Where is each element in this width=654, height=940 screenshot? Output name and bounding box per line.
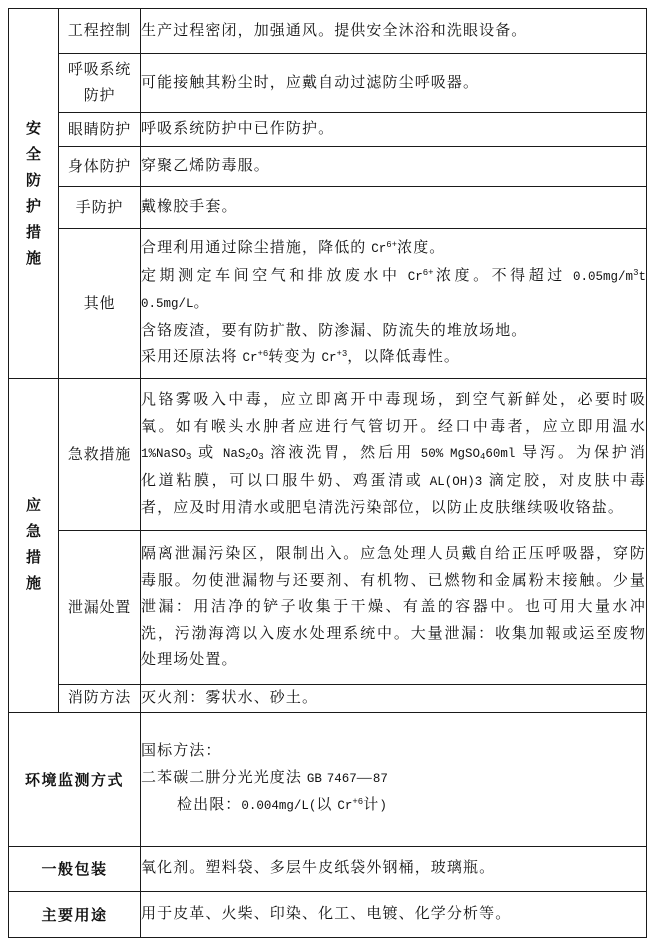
text-segment: 采用还原法将 Cr <box>141 349 258 366</box>
text-segment: 生产过程密闭，加强通风。提供安全沐浴和洗眼设备。 <box>141 22 528 39</box>
superscript: 6+ <box>386 240 398 251</box>
safety-data-sheet-table <box>8 8 647 938</box>
text-segment: 者，应及时用清水或肥皂清洗污染部位，以防止皮肤继续吸收铬盐。 <box>141 500 625 517</box>
label-body-protection: 身体防护 <box>59 147 141 187</box>
row-hand-protection <box>9 187 647 229</box>
text-segment: 检出限：0.004mg/L(以 Cr <box>177 797 353 814</box>
row-leak-disposal <box>9 531 647 685</box>
text-segment: 计) <box>363 797 387 814</box>
content-first-aid <box>141 379 647 531</box>
text-segment: 氧化剂。塑料袋、多层牛皮纸袋外钢桶，玻璃瓶。 <box>141 860 496 877</box>
row-first-aid <box>9 379 647 531</box>
row-environmental-monitoring <box>9 712 647 846</box>
text-segment: 合理利用通过除尘措施，降低的 Cr <box>141 240 387 257</box>
label-main-uses: 主要用途 <box>9 891 141 937</box>
text-line <box>141 235 646 263</box>
text-line <box>141 568 646 595</box>
text-segment: 0.5mg/L。 <box>141 295 210 312</box>
text-segment: 60ml 导泻。为保护消 <box>485 445 646 462</box>
label-respiratory-protection <box>59 54 141 113</box>
row-body-protection <box>9 147 647 187</box>
latin-run: ) <box>379 799 387 814</box>
label-hand-protection: 手防护 <box>59 187 141 229</box>
text-segment: 毒服。勿使泄漏物与还要剂、有机物、已燃物和金属粉末接触。少量 <box>141 572 646 589</box>
text-segment: 泄漏：用洁净的铲子收集于干燥、有盖的容器中。也可用大量水冲 <box>141 599 646 616</box>
section-title: 安全防护措施 <box>25 119 41 267</box>
content-general-packaging <box>141 846 647 891</box>
text-segment: 国标方法： <box>141 743 222 760</box>
label-general-packaging: 一般包装 <box>9 846 141 891</box>
latin-run: Cr <box>321 351 337 366</box>
text-segment: 穿聚乙烯防毒服。 <box>141 158 270 175</box>
text-segment: 隔离泄漏污染区，限制出入。应急处理人员戴自给正压呼吸器，穿防 <box>141 546 646 563</box>
label-engineering-control: 工程控制 <box>59 9 141 54</box>
text-line <box>141 901 646 928</box>
row-fire-fighting <box>9 685 647 713</box>
label-first-aid: 急救措施 <box>59 379 141 531</box>
text-line <box>141 440 646 468</box>
text-segment: 转变为 Cr <box>268 349 337 366</box>
text-line <box>141 541 646 568</box>
superscript: +6 <box>352 797 364 808</box>
text-line <box>141 792 646 820</box>
section-emergency-measures <box>9 379 59 713</box>
superscript: 3 <box>633 267 639 278</box>
latin-run: O <box>250 447 259 462</box>
text-segment: 戴橡胶手套。 <box>141 199 238 216</box>
text-segment: 或 NaS <box>191 445 246 462</box>
latin-run: t <box>638 269 646 284</box>
content-body-protection <box>141 147 647 187</box>
text-line <box>141 594 646 621</box>
text-segment: ，以降低毒性。 <box>347 349 460 366</box>
text-segment: 浓度。不得超过 0.05mg/m <box>433 267 634 284</box>
text-segment: 可能接触其粉尘时，应戴自动过滤防尘呼吸器。 <box>141 74 480 91</box>
content-main-uses <box>141 891 647 937</box>
text-segment: 呼吸系统防护中已作防护。 <box>141 121 335 138</box>
text-line <box>141 765 646 793</box>
superscript: 6+ <box>422 267 434 278</box>
text-line <box>141 290 646 318</box>
text-line <box>141 855 646 882</box>
latin-run: Cr <box>242 351 258 366</box>
text-line <box>141 621 646 648</box>
content-engineering-control <box>141 9 647 54</box>
text-line <box>141 387 646 414</box>
latin-run: AL(OH)3 <box>429 474 483 489</box>
text-line <box>141 685 646 712</box>
row-main-uses <box>9 891 647 937</box>
text-segment: 化道粘膜，可以口服牛奶、鸡蛋清或 AL(OH)3 滴定胶，对皮肤中毒 <box>141 472 646 489</box>
text-segment: 二苯碳二肼分光光度法 GB 7467—87 <box>141 769 388 786</box>
text-segment: 含铬废渣，要有防扩散、防渗漏、防流失的堆放场地。 <box>141 322 528 339</box>
text-line <box>141 153 646 180</box>
label-other-measures: 其他 <box>59 229 141 379</box>
label-line: 呼吸系统 <box>67 62 132 78</box>
text-segment: 洗，污渤海湾以入废水处理系统中。大量泄漏：收集加報或运至废物 <box>141 625 646 642</box>
text-line <box>141 116 646 143</box>
label-leak-disposal: 泄漏处置 <box>59 531 141 685</box>
row-engineering-control <box>9 9 647 54</box>
text-segment: 灭火剂：雾状水、砂土。 <box>141 690 319 706</box>
text-segment: 溶液洗胃，然后用 50% MgSO <box>263 445 480 462</box>
row-respiratory-protection <box>9 54 647 113</box>
text-line <box>141 318 646 345</box>
text-line <box>141 70 646 97</box>
label-environmental-monitoring: 环境监测方式 <box>9 712 141 846</box>
text-line <box>141 263 646 291</box>
subscript: 4 <box>480 452 486 463</box>
text-line <box>141 738 646 765</box>
subscript: 2 <box>245 452 251 463</box>
content-other-measures <box>141 229 647 379</box>
text-segment <box>141 445 186 461</box>
latin-run: GB <box>306 771 322 786</box>
row-other-measures <box>9 229 647 379</box>
text-segment: 浓度。 <box>397 240 446 257</box>
text-segment: 用于皮革、火柴、印染、化工、电镀、化学分析等。 <box>141 905 512 922</box>
latin-run: 1%NaSO <box>141 447 187 462</box>
subscript: 3 <box>258 452 264 463</box>
latin-run: 7467 <box>326 771 357 786</box>
label-eye-protection: 眼睛防护 <box>59 113 141 147</box>
latin-run: 0.004mg/L( <box>241 799 317 814</box>
text-line <box>141 18 646 45</box>
section-protection-measures <box>9 9 59 379</box>
row-eye-protection <box>9 113 647 147</box>
content-fire-fighting <box>141 685 647 713</box>
superscript: +6 <box>257 349 269 360</box>
text-line <box>141 647 646 674</box>
text-line <box>141 344 646 372</box>
latin-run: 0.05mg/m <box>573 269 634 284</box>
content-environmental-monitoring <box>141 712 647 846</box>
label-line: 防护 <box>83 88 116 104</box>
text-line <box>141 194 646 221</box>
text-segment: 氧。如有喉头水肿者应进行气管切开。经口中毒者，应立即用温水 <box>141 418 646 435</box>
content-eye-protection <box>141 113 647 147</box>
latin-run: Cr <box>371 242 387 257</box>
text-line <box>141 495 646 522</box>
content-hand-protection <box>141 187 647 229</box>
latin-run: NaS <box>222 447 246 462</box>
text-line <box>141 414 646 441</box>
latin-run: MgSO <box>449 447 480 462</box>
latin-run: Cr <box>407 269 423 284</box>
label-fire-fighting: 消防方法 <box>59 685 141 713</box>
text-segment: 处理场处置。 <box>141 652 238 669</box>
text-segment <box>638 268 646 284</box>
latin-run: 60ml <box>485 447 516 462</box>
content-leak-disposal <box>141 531 647 685</box>
subscript: 3 <box>186 452 192 463</box>
text-segment: 定期测定车间空气和排放废水中 Cr <box>141 267 423 284</box>
latin-run: 50% <box>420 447 444 462</box>
latin-run: 0.5mg/L <box>141 297 194 312</box>
text-segment: 凡铬雾吸入中毒，应立即离开中毒现场，到空气新鲜处，必要时吸 <box>141 392 646 409</box>
latin-run: Cr <box>337 799 353 814</box>
latin-run: 87 <box>372 771 388 786</box>
section-title: 应急措施 <box>25 497 41 593</box>
row-general-packaging <box>9 846 647 891</box>
superscript: +3 <box>336 349 348 360</box>
text-line <box>141 468 646 496</box>
content-respiratory-protection <box>141 54 647 113</box>
